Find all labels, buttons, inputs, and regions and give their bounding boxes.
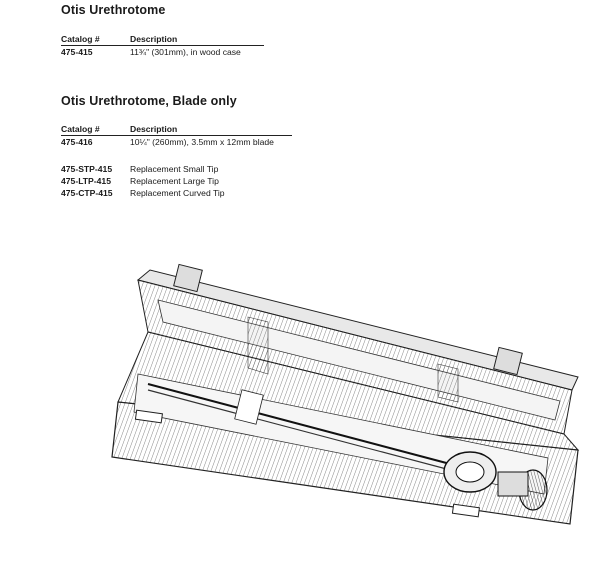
- table-row: [61, 163, 225, 175]
- table-row: [61, 175, 225, 187]
- catalog-number: 475-LTP-415: [61, 176, 111, 186]
- table-row: [61, 187, 225, 199]
- catalog-header: Catalog #: [61, 34, 130, 46]
- catalog-number: 475-CTP-415: [61, 188, 113, 198]
- catalog-header: Catalog #: [61, 124, 130, 136]
- description-cell: Replacement Large Tip: [130, 176, 219, 186]
- catalog-number: 475-STP-415: [61, 164, 113, 174]
- catalog-number: 475-416: [61, 137, 93, 147]
- product-section-urethrotome: [61, 3, 264, 57]
- table-header-row: [61, 34, 264, 46]
- table-row: [61, 136, 292, 148]
- description-header: Description: [130, 34, 264, 46]
- description-cell: 11¾" (301mm), in wood case: [130, 47, 241, 57]
- catalog-table: [61, 34, 264, 57]
- description-cell: Replacement Small Tip: [130, 164, 219, 174]
- description-header: Description: [130, 124, 292, 136]
- urethrotome-case-illustration-icon: [108, 262, 583, 532]
- replacement-tips-table: [61, 163, 225, 199]
- table-row: [61, 46, 264, 58]
- table-header-row: [61, 124, 292, 136]
- product-section-blade-only: [61, 94, 292, 199]
- description-cell: 10¼" (260mm), 3.5mm x 12mm blade: [130, 137, 274, 147]
- catalog-table: [61, 124, 292, 147]
- section-title: Otis Urethrotome: [61, 3, 166, 17]
- catalog-number: 475-415: [61, 47, 93, 57]
- section-title: Otis Urethrotome, Blade only: [61, 94, 237, 108]
- description-cell: Replacement Curved Tip: [130, 188, 225, 198]
